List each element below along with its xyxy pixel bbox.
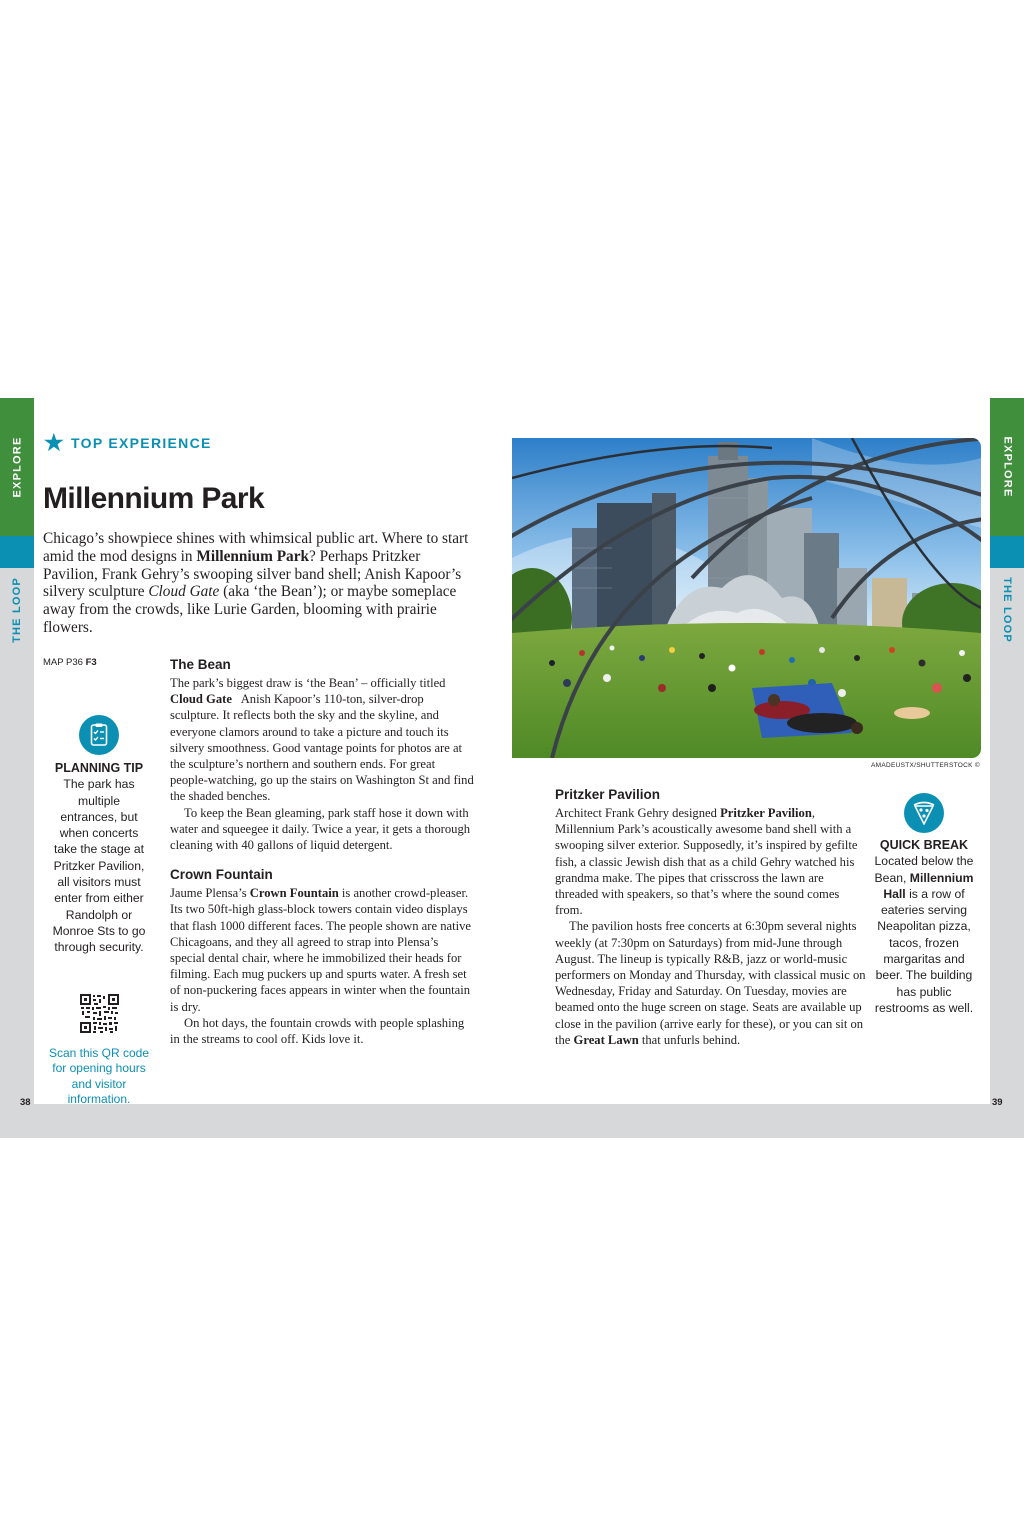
crown-fountain-heading: Crown Fountain: [170, 867, 273, 883]
qr-code[interactable]: [79, 993, 120, 1034]
quick-break-text: Located below the Bean, Millennium Hall is a row of eateries serving Neapolitan pizza, tacos, frozen margaritas and beer. The building has public restrooms as well.: [874, 854, 974, 1015]
planning-tip-text: The park has multiple entrances, but when concerts take the stage at Pritzker Pavilion, all visitors must enter from either Randolph or Monroe Sts to go through security.: [52, 777, 146, 955]
quick-break-box: [871, 837, 977, 1016]
star-icon: ★: [44, 430, 66, 455]
the-bean-paragraph-1: The park’s biggest draw is ‘the Bean’ – officially titled Cloud Gate Anish Kapoor’s 110-ton, silver-drop sculpture. It reflects both the sky and the skyline, and everyone clamors around to take a picture and touch its silvery smoothness. Good vantage points for photos are at the sculpture’s northern and southern ends. For great people-watching, go up the stairs on Washington St and find the shaded benches.: [170, 676, 477, 804]
planning-tip-heading: PLANNING TIP: [54, 761, 144, 775]
the-bean-heading: The Bean: [170, 657, 231, 672]
crown-fountain-paragraph-1: Jaume Plensa’s Crown Fountain is another crowd-pleaser. Its two 50ft-high glass-block towers contain video displays that flash 1000 different faces. The people shown are native Chicagoans, and they all agreed to strap into Plensa’s special dental chair, where he immobilized their heads for filming. Each mug puckers up and spurts water. A fresh set of non-puckering faces appears in winter when the fountain is dry.: [170, 886, 471, 1014]
explore-tab-right[interactable]: EXPLORE: [990, 398, 1024, 536]
the-loop-tab-left[interactable]: THE LOOP: [0, 568, 34, 652]
pritzker-pavilion-photo: [512, 438, 981, 758]
pritzker-paragraph-1: Architect Frank Gehry designed Pritzker Pavilion, Millennium Park’s acoustically awesome band shell with a swooping silver exterior. Supposedly, it’s inspired by gefilte fish, a classic Jewish dish that as a child Gehry watched his grandma make. The pipes that crisscross the lawn are threaded with speakers, so that’s where the sound comes from.: [555, 806, 858, 918]
right-main-column: [555, 786, 867, 1048]
the-bean-paragraph-2: To keep the Bean gleaming, park staff hose it down with water and squeegee it daily. Twice a year, it gets a thorough cleaning with 40 gallons of liquid detergent.: [170, 805, 471, 853]
checklist-icon: [79, 715, 119, 755]
top-experience-kicker: ★ TOP EXPERIENCE: [44, 430, 212, 455]
page-number-left: 38: [20, 1097, 31, 1108]
section-marker-right: [990, 536, 1024, 568]
section-marker-left: [0, 536, 34, 568]
page-title: Millennium Park: [43, 482, 265, 515]
the-loop-tab-right[interactable]: THE LOOP: [990, 568, 1024, 652]
page-number-right: 39: [992, 1097, 1003, 1108]
qr-code-note: Scan this QR code for opening hours and visitor information.: [48, 1046, 150, 1106]
pritzker-pavilion-heading: Pritzker Pavilion: [555, 787, 661, 802]
crown-fountain-paragraph-2: On hot days, the fountain crowds with people splashing in the streams to cool off. Kids love it.: [170, 1015, 465, 1047]
quick-break-heading: QUICK BREAK: [879, 838, 969, 852]
left-main-column: [170, 656, 477, 1047]
photo-credit: AMADEUSTX/SHUTTERSTOCK ©: [870, 762, 980, 769]
pritzker-paragraph-2: The pavilion hosts free concerts at 6:30pm several nights weekly (at 7:30pm on Saturdays) from mid-June through August. The lineup is typically R&B, jazz or world-music performers on Monday and Thursday, with classical music on Wednesday, Friday and Saturday. On Tuesday, movies are beamed onto the huge screen on stage. Seats are available up close in the pavilion (arrive early for these), or you can sit on the Great Lawn that unfurls behind.: [555, 919, 866, 1047]
planning-tip-box: [50, 760, 148, 956]
map-reference[interactable]: MAP P36 F3: [43, 657, 97, 668]
pizza-icon: [904, 793, 944, 833]
explore-tab-left[interactable]: EXPLORE: [0, 398, 34, 536]
intro-paragraph: Chicago’s showpiece shines with whimsical public art. Where to start amid the mod designs in Millennium Park? Perhaps Pritzker Pavilion, Frank Gehry’s swooping silver band shell; Anish Kapoor’s silvery sculpture Cloud Gate (aka ‘the Bean’); or maybe someplace away from the crowds, like Lurie Garden, blooming with prairie flowers.: [43, 530, 469, 636]
